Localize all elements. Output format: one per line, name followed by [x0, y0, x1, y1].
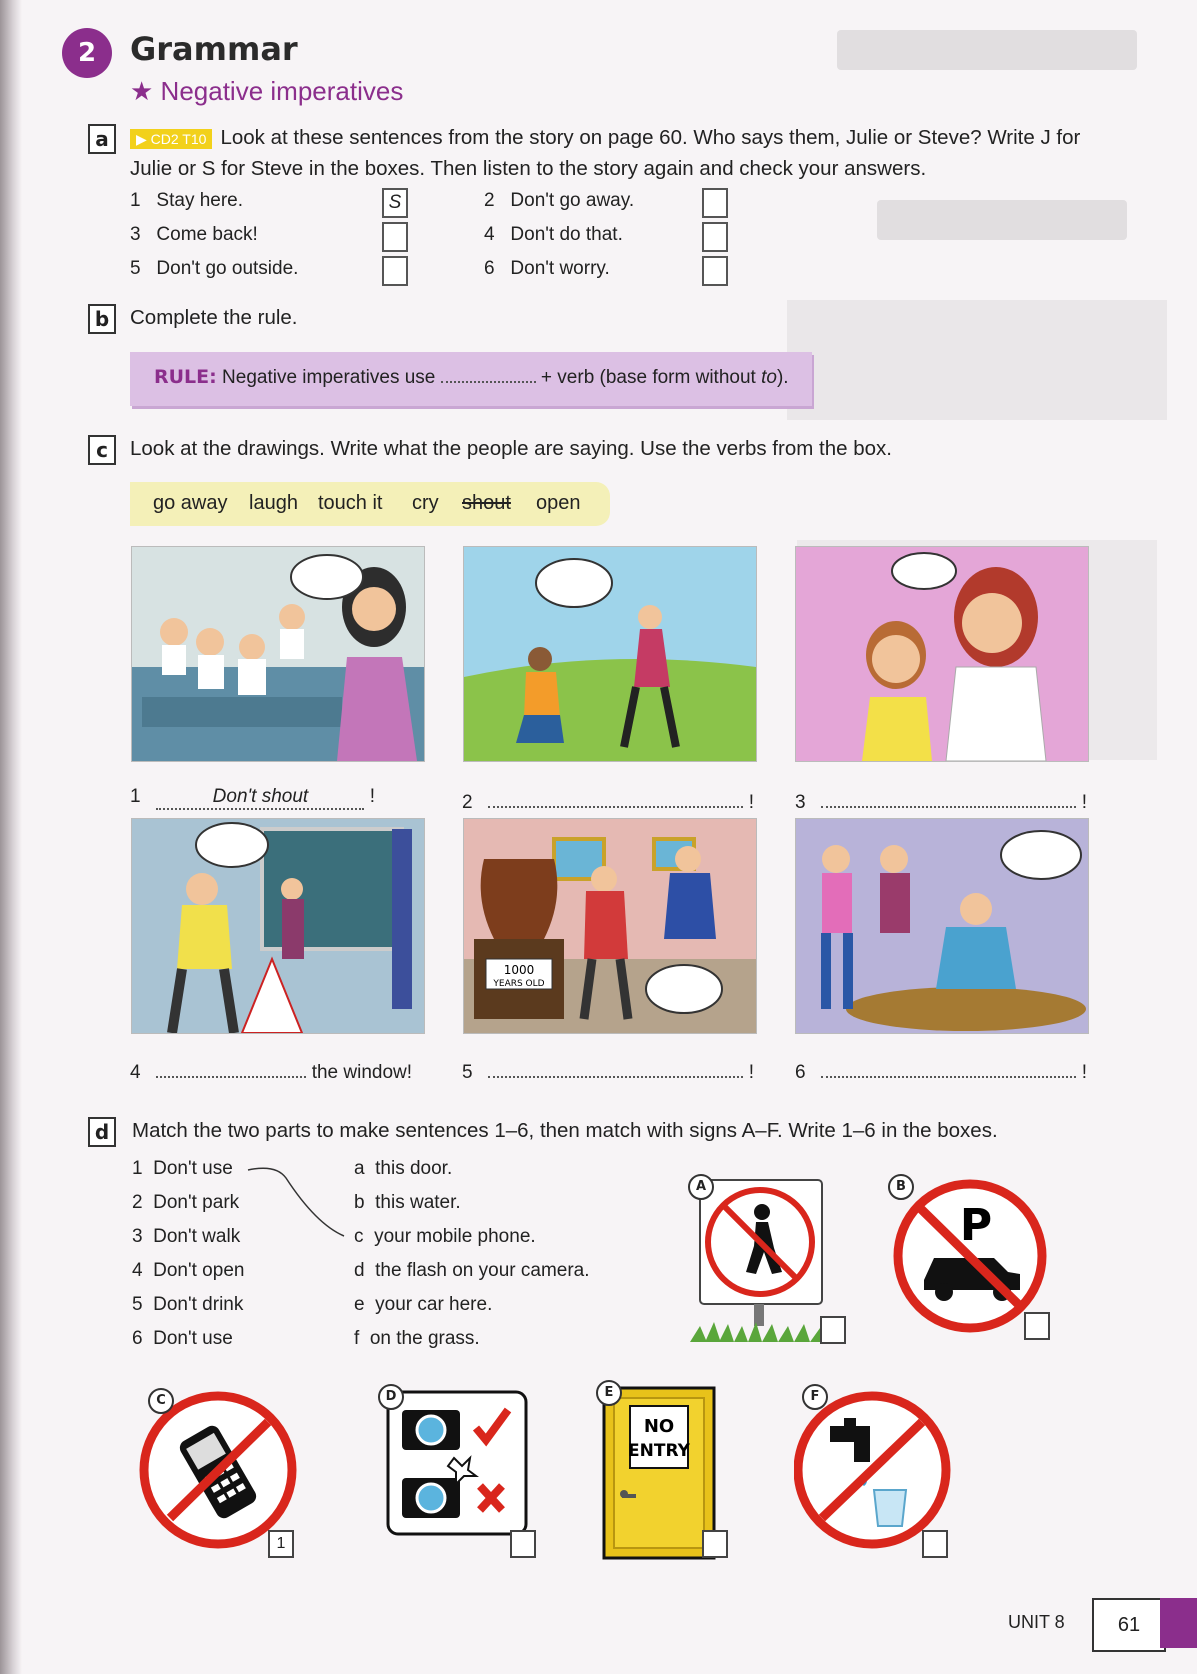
exercise-letter-d: d [88, 1117, 116, 1147]
unit-label: UNIT 8 [1008, 1612, 1065, 1632]
list-item: 4 Don't do that. [484, 224, 623, 245]
caption-answer[interactable]: Don't shout [156, 786, 364, 810]
caption-answer[interactable] [488, 786, 743, 808]
sign-answer-box[interactable] [510, 1530, 536, 1558]
exercise-d-instruction: Match the two parts to make sentences 1–6, then match with signs A–F. Write 1–6 in the boxes. [132, 1119, 998, 1142]
caption-answer[interactable] [821, 786, 1076, 808]
list-item: 3 Come back! [130, 224, 258, 245]
verb-word: cry [412, 492, 439, 514]
rule-text: RULE: Negative imperatives use + verb (base form without to). [154, 366, 789, 388]
answer-box[interactable] [382, 222, 408, 252]
sign-c-no-phones [136, 1388, 306, 1554]
sign-answer-box[interactable] [922, 1530, 948, 1558]
caption-6: 6 ! [795, 1056, 1087, 1084]
verb-word-crossed: shout [462, 492, 511, 514]
page-number: 61 [1092, 1598, 1166, 1652]
footer-accent-bar [1160, 1598, 1197, 1648]
match-right-item: f on the grass. [354, 1328, 480, 1349]
list-item: 6 Don't worry. [484, 258, 610, 279]
sign-e-no-entry-door [594, 1384, 724, 1560]
parking-letter: P [959, 1200, 993, 1251]
drawing-1-classroom [131, 546, 425, 762]
drawing-6-laughing [795, 818, 1089, 1034]
match-left-item: 5 Don't drink [132, 1294, 244, 1315]
answer-box[interactable]: S [382, 188, 408, 218]
exercise-a-instruction: ▶ CD2 T10 Look at these sentences from the story on page 60. Who says them, Julie or Steve? Write J for Julie or S for Steve in the boxes. Then listen to the story again and check your answers. [130, 126, 1081, 180]
verb-word: go away [153, 492, 228, 514]
match-line [246, 1164, 356, 1244]
verb-word: laugh [249, 492, 298, 514]
caption-4: 4 the window! [130, 1056, 412, 1084]
answer-box[interactable] [382, 256, 408, 286]
section-number-badge: 2 [62, 28, 112, 78]
sign-answer-box[interactable] [702, 1530, 728, 1558]
match-right-item: b this water. [354, 1192, 461, 1213]
sign-label: B [888, 1174, 914, 1200]
caption-1: 1 Don't shout ! [130, 786, 375, 810]
caption-answer[interactable] [821, 1056, 1076, 1078]
drawing-2-walking-away [463, 546, 757, 762]
sign-label: F [802, 1384, 828, 1410]
match-left-item: 2 Don't park [132, 1192, 240, 1213]
sign-d-no-flash [384, 1388, 544, 1554]
sign-a-no-walking [690, 1176, 830, 1346]
page-spine [0, 0, 22, 1674]
door-text-no: NO [643, 1416, 675, 1437]
list-item: 2 Don't go away. [484, 190, 635, 211]
section-subtitle: ★ Negative imperatives [130, 76, 404, 106]
match-left-item: 4 Don't open [132, 1260, 245, 1281]
exercise-c-instruction: Look at the drawings. Write what the people are saying. Use the verbs from the box. [130, 437, 892, 460]
answer-box[interactable] [702, 188, 728, 218]
match-right-item: c your mobile phone. [354, 1226, 536, 1247]
match-right-item: e your car here. [354, 1294, 493, 1315]
rule-blank[interactable] [441, 381, 536, 383]
cd-track-label[interactable]: ▶ CD2 T10 [130, 129, 212, 149]
sign-f-no-drinking-water [794, 1388, 954, 1554]
match-left-item: 1 Don't use [132, 1158, 233, 1179]
sign-label: D [378, 1384, 404, 1410]
star-icon: ★ [130, 76, 154, 106]
sign-answer-box[interactable] [1024, 1312, 1050, 1340]
sign-answer-box[interactable] [820, 1316, 846, 1344]
exercise-letter-b: b [88, 304, 116, 334]
match-left-item: 3 Don't walk [132, 1226, 241, 1247]
match-left-item: 6 Don't use [132, 1328, 233, 1349]
exercise-letter-a: a [88, 124, 116, 154]
drawing-5-museum [463, 818, 757, 1034]
answer-box[interactable] [702, 222, 728, 252]
caption-2: 2 ! [462, 786, 754, 814]
sign-label: E [596, 1380, 622, 1406]
verb-word: touch it [318, 492, 383, 514]
sign-label: C [148, 1388, 174, 1414]
drawing-3-crying [795, 546, 1089, 762]
list-item: 5 Don't go outside. [130, 258, 299, 279]
sign-label: A [688, 1174, 714, 1200]
svg-text:YEARS OLD: YEARS OLD [493, 979, 545, 989]
sign-answer-box[interactable]: 1 [268, 1530, 294, 1558]
door-text-entry: ENTRY [628, 1441, 690, 1461]
svg-text:1000: 1000 [503, 963, 535, 977]
list-item: 1 Stay here. [130, 190, 244, 211]
answer-box[interactable] [702, 256, 728, 286]
exercise-a-items [130, 190, 750, 290]
exercise-b-instruction: Complete the rule. [130, 306, 298, 329]
caption-3: 3 ! [795, 786, 1087, 814]
caption-answer[interactable] [488, 1056, 743, 1078]
verb-word: open [536, 492, 581, 514]
match-right-item: d the flash on your camera. [354, 1260, 590, 1281]
caption-answer[interactable] [156, 1056, 306, 1078]
section-title: Grammar [130, 30, 298, 68]
matching-list [132, 1158, 632, 1358]
drawing-4-window [131, 818, 425, 1034]
exercise-letter-c: c [88, 435, 116, 465]
match-right-item: a this door. [354, 1158, 453, 1179]
sign-b-no-parking [890, 1176, 1050, 1336]
caption-5: 5 ! [462, 1056, 754, 1084]
